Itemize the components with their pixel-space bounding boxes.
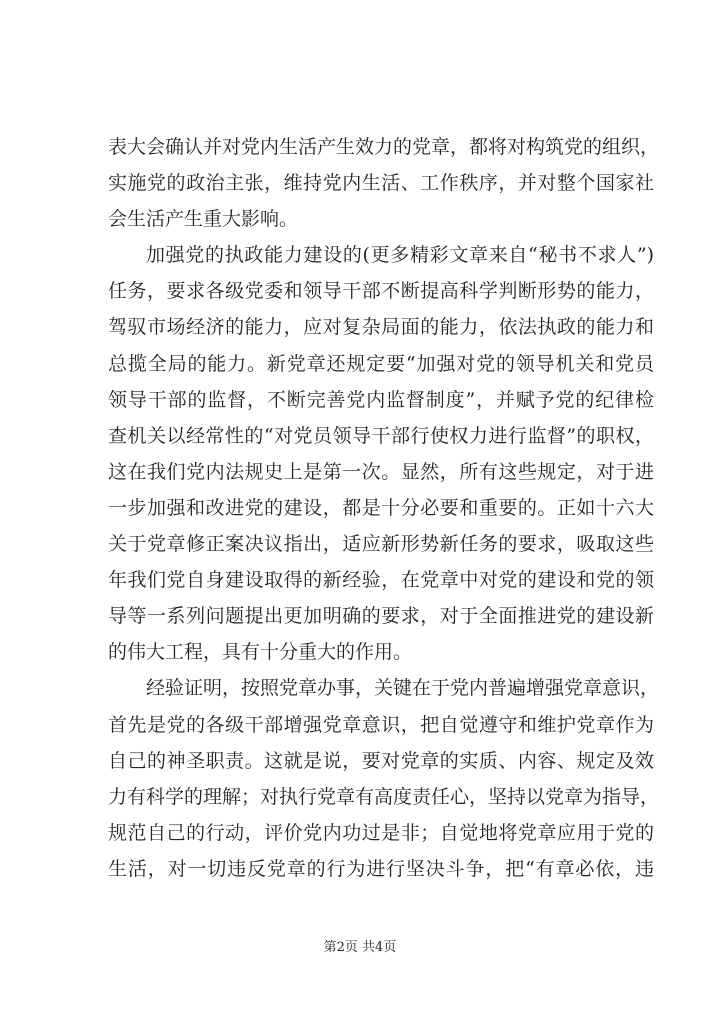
text-line: 导等一系列问题提出更加明确的要求，对于全面推进党的建设新 [108, 605, 654, 628]
text-line: 一步加强和改进党的建设，都是十分必要和重要的。正如十六大 [108, 496, 654, 519]
page-number-footer: 第2页 共4页 [323, 940, 397, 955]
text-line: 实施党的政治主张，维持党内生活、工作秩序，并对整个国家社 [108, 172, 654, 195]
text-line: 年我们党自身建设取得的新经验，在党章中对党的建设和党的领 [108, 569, 654, 592]
text-line: 加强党的执政能力建设的(更多精彩文章来自“秘书不求人”) [146, 244, 654, 267]
text-line: 首先是党的各级干部增强党章意识，把自觉遵守和维护党章作为 [108, 713, 654, 736]
text-line: 驾驭市场经济的能力，应对复杂局面的能力，依法执政的能力和 [108, 316, 654, 339]
text-line: 规范自己的行动，评价党内功过是非；自觉地将党章应用于党的 [108, 821, 654, 844]
text-line: 会生活产生重大影响。 [108, 208, 299, 231]
text-line: 查机关以经常性的“对党员领导干部行使权力进行监督”的职权， [108, 424, 654, 447]
text-line: 生活，对一切违反党章的行为进行坚决斗争，把“有章必依，违 [108, 857, 654, 880]
text-line: 自己的神圣职责。这就是说，要对党章的实质、内容、规定及效 [108, 749, 654, 772]
text-line: 力有科学的理解；对执行党章有高度责任心，坚持以党章为指导， [108, 785, 660, 808]
text-line: 关于党章修正案决议指出，适应新形势新任务的要求，吸取这些 [108, 533, 654, 556]
document-body [108, 129, 660, 887]
text-line: 任务，要求各级党委和领导干部不断提高科学判断形势的能力， [108, 280, 654, 303]
text-line: 的伟大工程，具有十分重大的作用。 [108, 641, 413, 664]
text-line: 表大会确认并对党内生活产生效力的党章，都将对构筑党的组织， [108, 136, 660, 158]
text-line: 经验证明，按照党章办事，关键在于党内普遍增强党章意识， [146, 677, 660, 700]
text-line: 这在我们党内法规史上是第一次。显然，所有这些规定，对于进 [108, 460, 654, 483]
text-line: 总揽全局的能力。新党章还规定要“加强对党的领导机关和党员 [108, 352, 654, 375]
text-line: 领导干部的监督，不断完善党内监督制度”，并赋予党的纪律检 [108, 388, 654, 411]
